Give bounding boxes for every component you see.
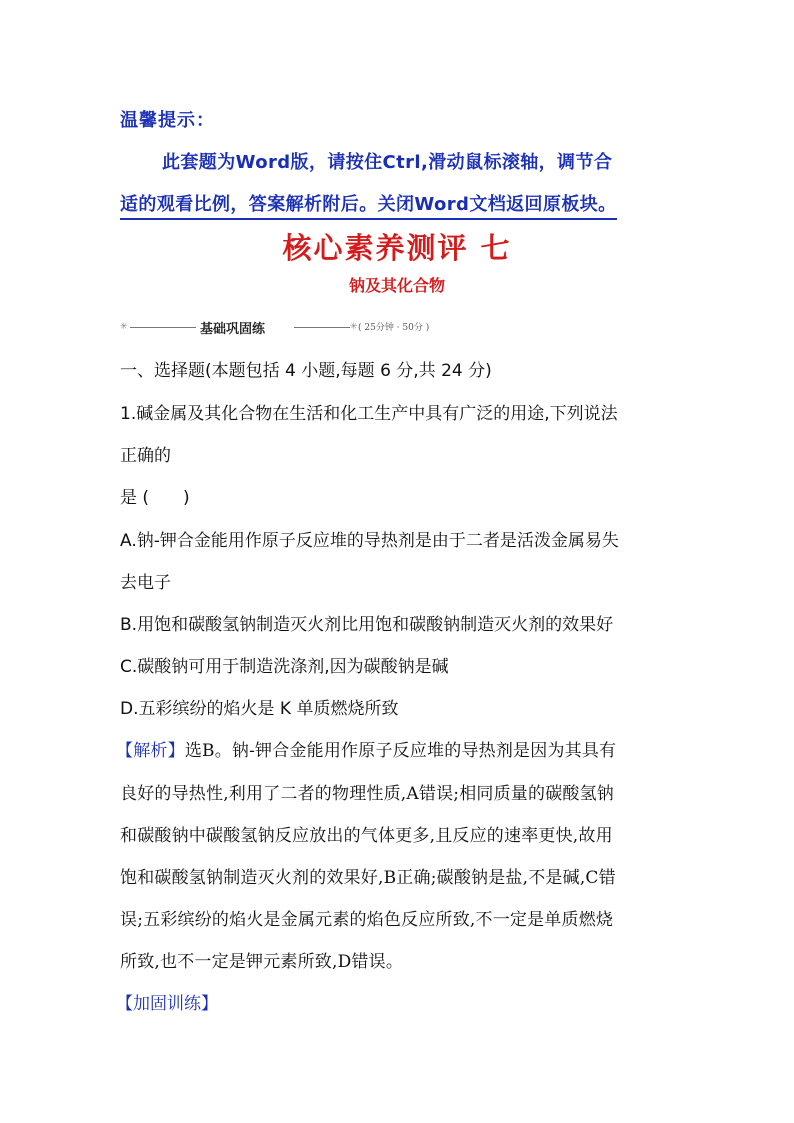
section-divider-left bbox=[130, 327, 196, 328]
analysis-line-1 bbox=[116, 736, 616, 761]
analysis-line-4: 饱和碳酸氢钠制造灭火剂的效果好,B正确;碳酸钠是盐,不是碱,C错 bbox=[120, 868, 616, 888]
section-divider-right bbox=[294, 327, 350, 328]
tip-line-1: 此套题为Word版，请按住Ctrl,滑动鼠标滚轴，调节合 bbox=[162, 152, 613, 173]
section-dot-left-icon: ✳ bbox=[120, 322, 128, 332]
analysis-line-3: 和碳酸钠中碳酸氢钠反应放出的气体更多,且反应的速率更快,故用 bbox=[120, 826, 613, 846]
option-a-line-2: 去电子 bbox=[120, 573, 171, 593]
part-heading: 一、选择题(本题包括 4 小题,每题 6 分,共 24 分) bbox=[120, 361, 492, 381]
analysis-line-1-text: 选B。钠-钾合金能用作原子反应堆的导热剂是因为其具有 bbox=[184, 741, 617, 761]
analysis-line-6: 所致,也不一定是钾元素所致,D错误。 bbox=[120, 952, 404, 972]
section-bar bbox=[120, 318, 440, 336]
section-label: 基础巩固练 bbox=[200, 322, 266, 337]
section-dot-right-icon: ✳ bbox=[350, 322, 358, 332]
page-title: 核心素养测评 七 bbox=[282, 231, 512, 265]
option-a-line-1: A.钠-钾合金能用作原子反应堆的导热剂是由于二者是活泼金属易失 bbox=[120, 531, 619, 551]
question-stem-line-1: 1.碱金属及其化合物在生活和化工生产中具有广泛的用途,下列说法 bbox=[120, 404, 618, 424]
option-d: D.五彩缤纷的焰火是 K 单质燃烧所致 bbox=[120, 699, 399, 719]
analysis-tag: 【解析】 bbox=[116, 741, 185, 761]
analysis-line-2: 良好的导热性,利用了二者的物理性质,A错误;相同质量的碳酸氢钠 bbox=[120, 784, 615, 804]
option-c: C.碳酸钠可用于制造洗涤剂,因为碳酸钠是碱 bbox=[120, 657, 449, 677]
reinforce-tag: 【加固训练】 bbox=[116, 994, 218, 1014]
tip-title: 温馨提示： bbox=[120, 110, 215, 131]
section-meta: ( 25分钟 · 50分 ) bbox=[358, 323, 430, 333]
question-stem-line-2: 正确的 bbox=[120, 446, 171, 466]
page-subtitle: 钠及其化合物 bbox=[348, 276, 445, 295]
question-stem-line-3: 是 ( ) bbox=[120, 488, 190, 508]
option-b: B.用饱和碳酸氢钠制造灭火剂比用饱和碳酸钠制造灭火剂的效果好 bbox=[120, 615, 614, 635]
analysis-line-5: 误;五彩缤纷的焰火是金属元素的焰色反应所致,不一定是单质燃烧 bbox=[120, 910, 614, 930]
tip-line-2: 适的观看比例，答案解析附后。关闭Word文档返回原板块。 bbox=[120, 190, 617, 220]
